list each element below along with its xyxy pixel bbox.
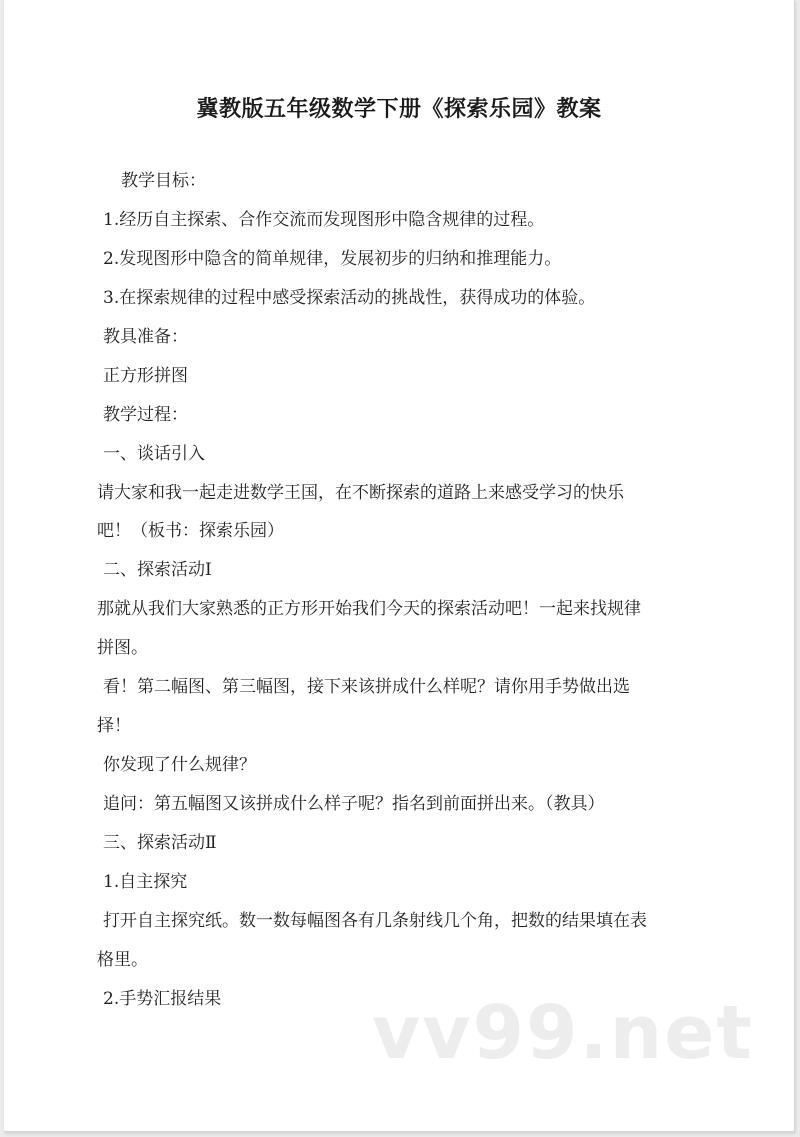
document-page xyxy=(4,0,795,1132)
goal-item-1: 1.经历自主探索、合作交流而发现图形中隐含规律的过程。 xyxy=(103,210,545,230)
watermark-text: vv99.net xyxy=(372,990,754,1076)
subsection-heading-gesture-report: 2.手势汇报结果 xyxy=(103,989,222,1009)
section-label-teaching-process: 教学过程： xyxy=(103,405,188,425)
paragraph-line: 格里。 xyxy=(97,950,148,970)
paragraph-line: 请大家和我一起走进数学王国，在不断探索的道路上来感受学习的快乐 xyxy=(97,483,624,503)
goal-item-3: 3.在探索规律的过程中感受探索活动的挑战性，获得成功的体验。 xyxy=(103,288,596,308)
paragraph-line: 吧！（板书：探索乐园） xyxy=(97,521,284,541)
paragraph-line: 择！ xyxy=(97,716,131,736)
teaching-aid-item: 正方形拼图 xyxy=(103,366,188,386)
section-heading-introduction: 一、谈话引入 xyxy=(103,444,205,464)
section-label-teaching-goals: 教学目标： xyxy=(121,171,206,191)
section-label-teaching-aids: 教具准备： xyxy=(103,327,188,347)
paragraph-line: 你发现了什么规律？ xyxy=(103,755,256,775)
paragraph-line: 那就从我们大家熟悉的正方形开始我们今天的探索活动吧！一起来找规律 xyxy=(97,599,641,619)
paragraph-line: 看！第二幅图、第三幅图，接下来该拼成什么样呢？请你用手势做出选 xyxy=(103,677,630,697)
paragraph-line: 追问：第五幅图又该拼成什么样子呢？指名到前面拼出来。（教具） xyxy=(103,794,605,814)
section-heading-activity-1: 二、探索活动Ⅰ xyxy=(103,560,212,580)
goal-item-2: 2.发现图形中隐含的简单规律，发展初步的归纳和推理能力。 xyxy=(103,249,562,269)
paragraph-line: 拼图。 xyxy=(97,638,148,658)
paragraph-line: 打开自主探究纸。数一数每幅图各有几条射线几个角，把数的结果填在表 xyxy=(103,911,647,931)
document-title: 冀教版五年级数学下册《探索乐园》教案 xyxy=(196,97,602,122)
subsection-heading-self-exploration: 1.自主探究 xyxy=(103,872,188,892)
section-heading-activity-2: 三、探索活动Ⅱ xyxy=(103,833,217,853)
